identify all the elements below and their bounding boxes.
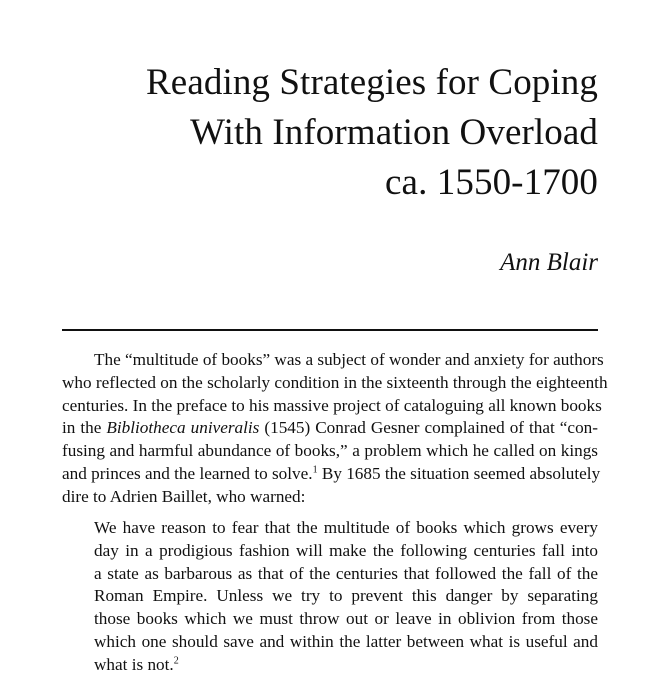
author-name: Ann Blair bbox=[500, 249, 598, 276]
paragraph-line: The “multitude of books” was a subject of wonder and anxiety for authors bbox=[94, 350, 604, 369]
paragraph-line: centuries. In the preface to his massive project of cataloguing all known books bbox=[62, 395, 602, 415]
quote-text: what is not. bbox=[94, 654, 174, 674]
section-divider bbox=[62, 329, 598, 331]
quote-line: day in a prodigious fashion will make the following centuries fall into bbox=[94, 540, 598, 560]
book-title-italic: Bibliotheca univeralis bbox=[106, 418, 260, 438]
article-title bbox=[60, 58, 598, 208]
quote-line: those books which we must throw out or leave in oblivion from those bbox=[94, 609, 598, 629]
paragraph-text: in the bbox=[62, 418, 107, 438]
paragraph-text: and princes and the learned to solve. bbox=[62, 463, 313, 483]
paragraph-text: By 1685 the situation seemed absolutely bbox=[317, 463, 601, 483]
block-quote bbox=[94, 517, 598, 677]
paragraph-line bbox=[62, 463, 601, 486]
title-line-1: Reading Strategies for Coping bbox=[146, 62, 598, 103]
paragraph-line: fusing and harmful abundance of books,” a problem which he called on kings bbox=[62, 441, 598, 461]
paragraph-text: (1545) Conrad Gesner complained of that “con- bbox=[259, 418, 598, 438]
quote-line bbox=[94, 654, 598, 677]
paragraph-line: dire to Adrien Baillet, who warned: bbox=[62, 486, 306, 506]
title-line-2: With Information Overload bbox=[190, 112, 598, 153]
body-paragraph bbox=[62, 349, 608, 509]
quote-line: a state as barbarous as that of the centuries that followed the fall of the bbox=[94, 563, 598, 583]
paragraph-line bbox=[62, 417, 598, 440]
title-line-3: ca. 1550-1700 bbox=[385, 162, 598, 203]
quote-line: which one should save and within the latter between what is useful and bbox=[94, 631, 598, 651]
paragraph-line: who reflected on the scholarly condition in the sixteenth through the eighteenth bbox=[62, 372, 608, 392]
quote-line: We have reason to fear that the multitude of books which grows every bbox=[94, 518, 598, 537]
footnote-marker: 1 bbox=[312, 464, 318, 476]
quote-line: Roman Empire. Unless we try to prevent this danger by separating bbox=[94, 586, 598, 606]
footnote-marker: 2 bbox=[173, 655, 179, 667]
